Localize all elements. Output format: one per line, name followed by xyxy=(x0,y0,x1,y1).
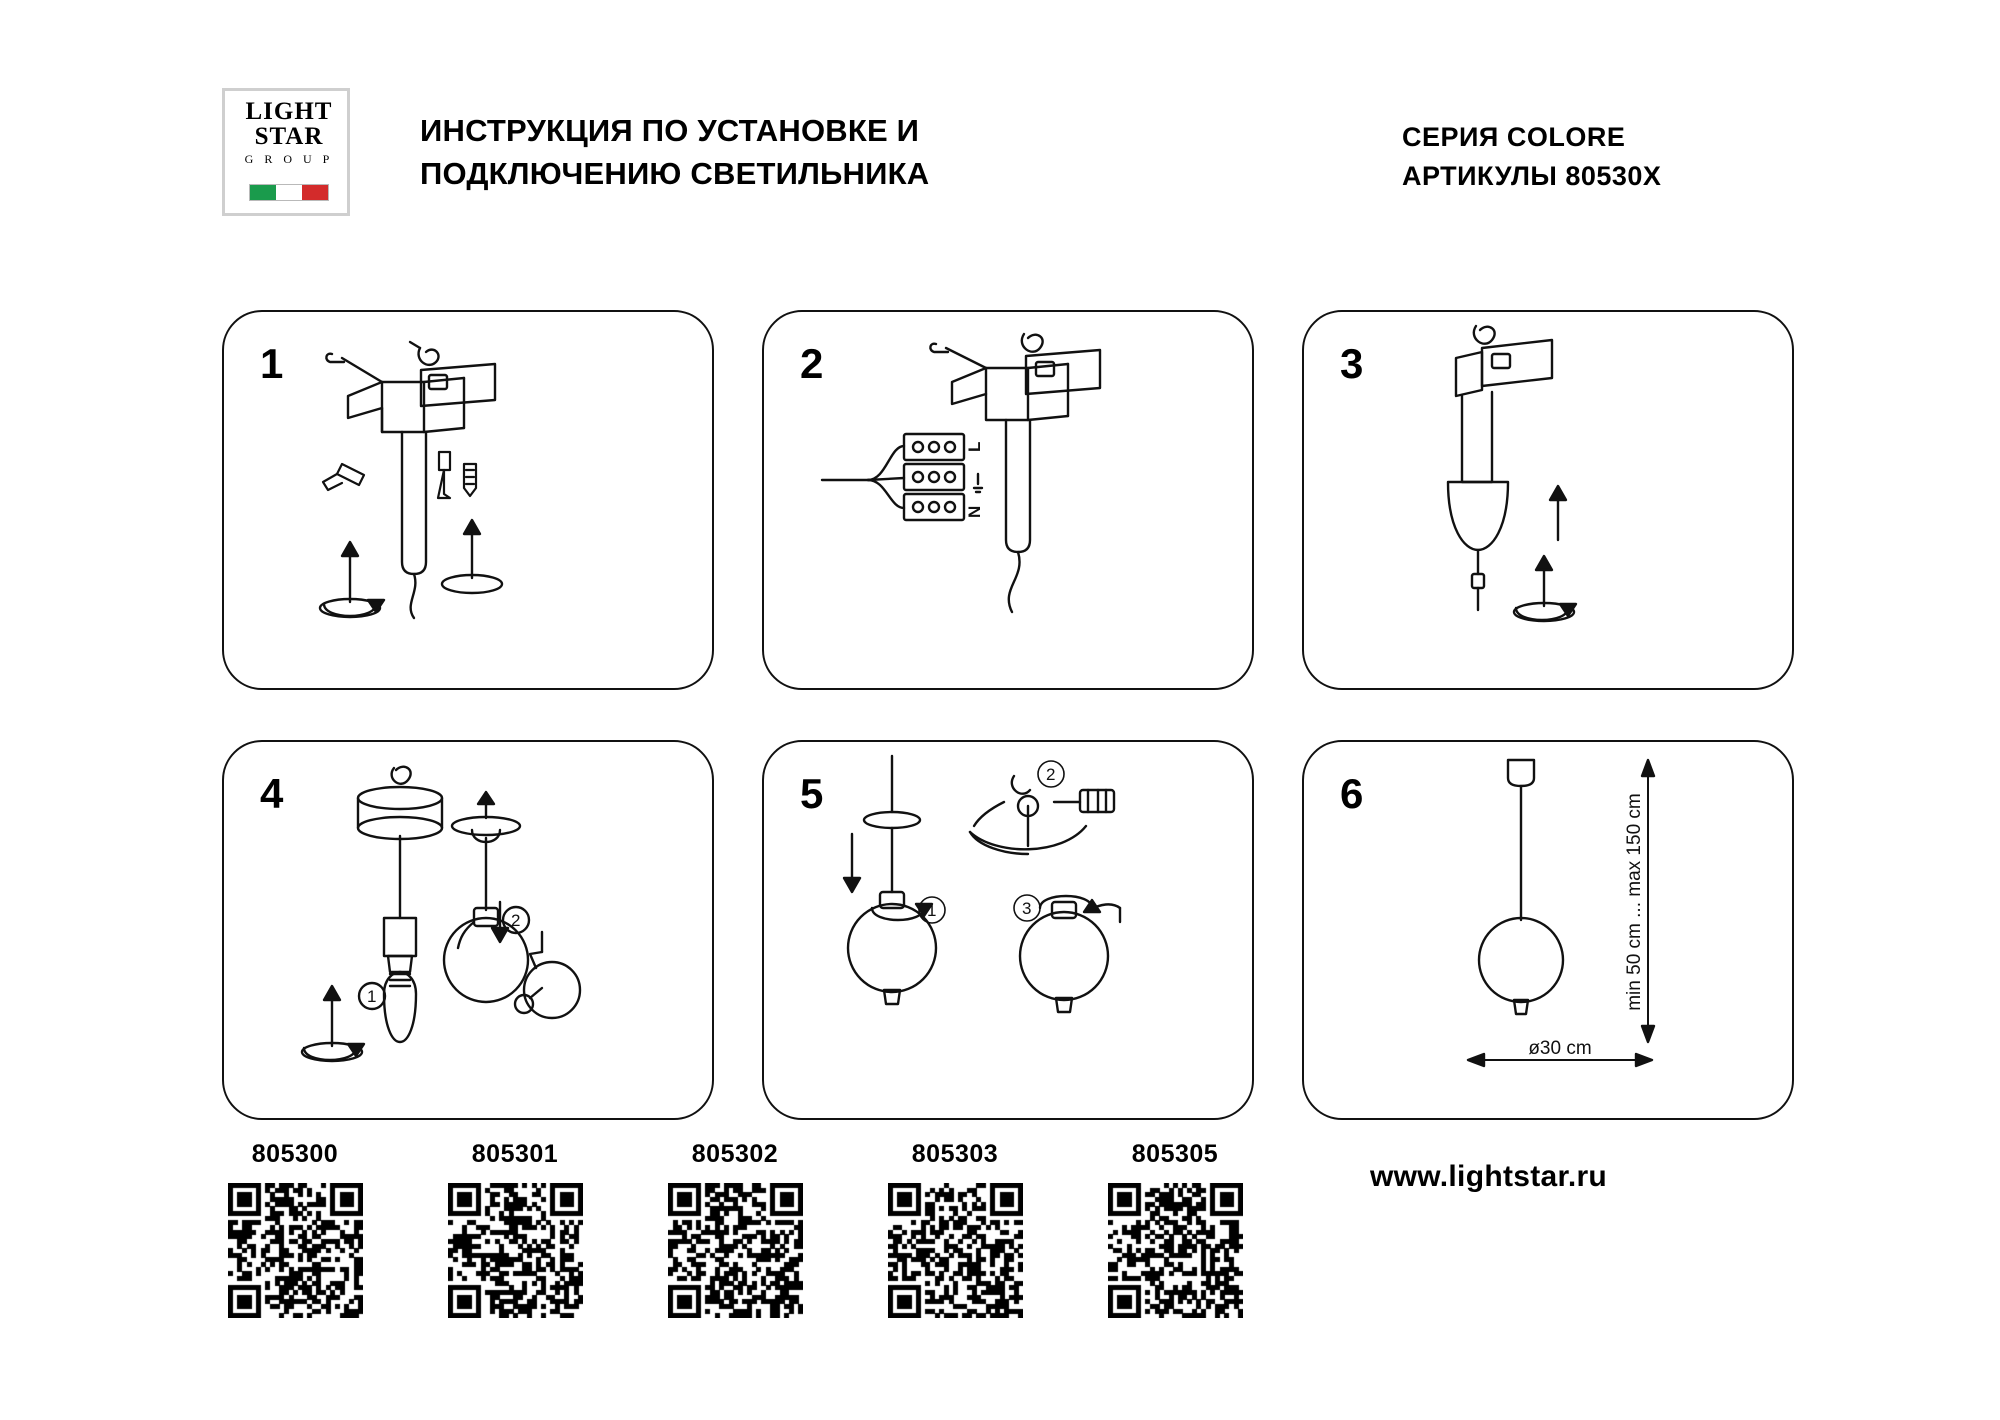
step-1-panel xyxy=(222,310,714,690)
logo-line-2: STAR xyxy=(254,123,324,150)
italian-flag-icon xyxy=(249,184,329,201)
page-title: ИНСТРУКЦИЯ ПО УСТАНОВКЕ И ПОДКЛЮЧЕНИЮ СВЕТИЛЬНИКА xyxy=(420,113,930,191)
code-label: 805305 xyxy=(1131,1140,1219,1168)
product-code-805301 xyxy=(435,1140,595,1318)
step-2-number: 2 xyxy=(800,340,824,387)
step-3-number: 3 xyxy=(1340,340,1364,387)
qr-code[interactable] xyxy=(448,1183,583,1318)
step-5-panel xyxy=(762,740,1254,1120)
logo-line-1: LIGHT xyxy=(245,98,333,125)
code-label: 805300 xyxy=(251,1140,339,1168)
series-info xyxy=(1402,118,1922,196)
series-name: СЕРИЯ COLORE xyxy=(1402,122,1626,152)
product-code-805305 xyxy=(1095,1140,1255,1318)
callout-2: 2 xyxy=(1046,765,1056,784)
qr-code[interactable] xyxy=(668,1183,803,1318)
article-codes: АРТИКУЛЫ 80530X xyxy=(1402,161,1662,192)
step-5-number: 5 xyxy=(800,770,824,817)
qr-code[interactable] xyxy=(228,1183,363,1318)
page-footer xyxy=(0,1140,2000,1420)
terminal-label-L: L xyxy=(965,441,984,452)
step-3-illustration xyxy=(1304,312,1796,692)
step-6-panel xyxy=(1302,740,1794,1120)
product-code-805300 xyxy=(215,1140,375,1318)
step-2-illustration xyxy=(764,312,1256,692)
callout-2: 2 xyxy=(511,911,521,930)
lightstar-logo xyxy=(222,88,350,216)
diameter-dimension-label: ø30 cm xyxy=(1528,1038,1592,1059)
terminal-label-N: N xyxy=(965,505,984,518)
qr-code[interactable] xyxy=(888,1183,1023,1318)
callout-1: 1 xyxy=(367,987,377,1006)
step-2-panel xyxy=(762,310,1254,690)
step-3-panel xyxy=(1302,310,1794,690)
code-label: 805303 xyxy=(911,1140,999,1168)
callout-1: 1 xyxy=(927,901,937,920)
step-1-illustration xyxy=(224,312,716,692)
callout-3: 3 xyxy=(1022,899,1032,918)
step-4-number: 4 xyxy=(260,770,284,817)
code-label: 805302 xyxy=(691,1140,779,1168)
page-header xyxy=(0,0,2000,260)
step-6-number: 6 xyxy=(1340,770,1364,817)
height-dimension-label: min 50 cm ... max 150 cm xyxy=(1624,793,1645,1011)
step-5-illustration xyxy=(764,742,1256,1122)
step-6-illustration xyxy=(1304,742,1796,1122)
step-4-panel xyxy=(222,740,714,1120)
website-link[interactable]: www.lightstar.ru xyxy=(1370,1160,1608,1193)
qr-code[interactable] xyxy=(1108,1183,1243,1318)
logo-line-3: G R O U P xyxy=(244,152,334,166)
step-1-number: 1 xyxy=(260,340,284,387)
logo-wordmark xyxy=(233,99,345,165)
product-code-805303 xyxy=(875,1140,1035,1318)
step-4-illustration xyxy=(224,742,716,1122)
code-label: 805301 xyxy=(471,1140,559,1168)
product-code-805302 xyxy=(655,1140,815,1318)
